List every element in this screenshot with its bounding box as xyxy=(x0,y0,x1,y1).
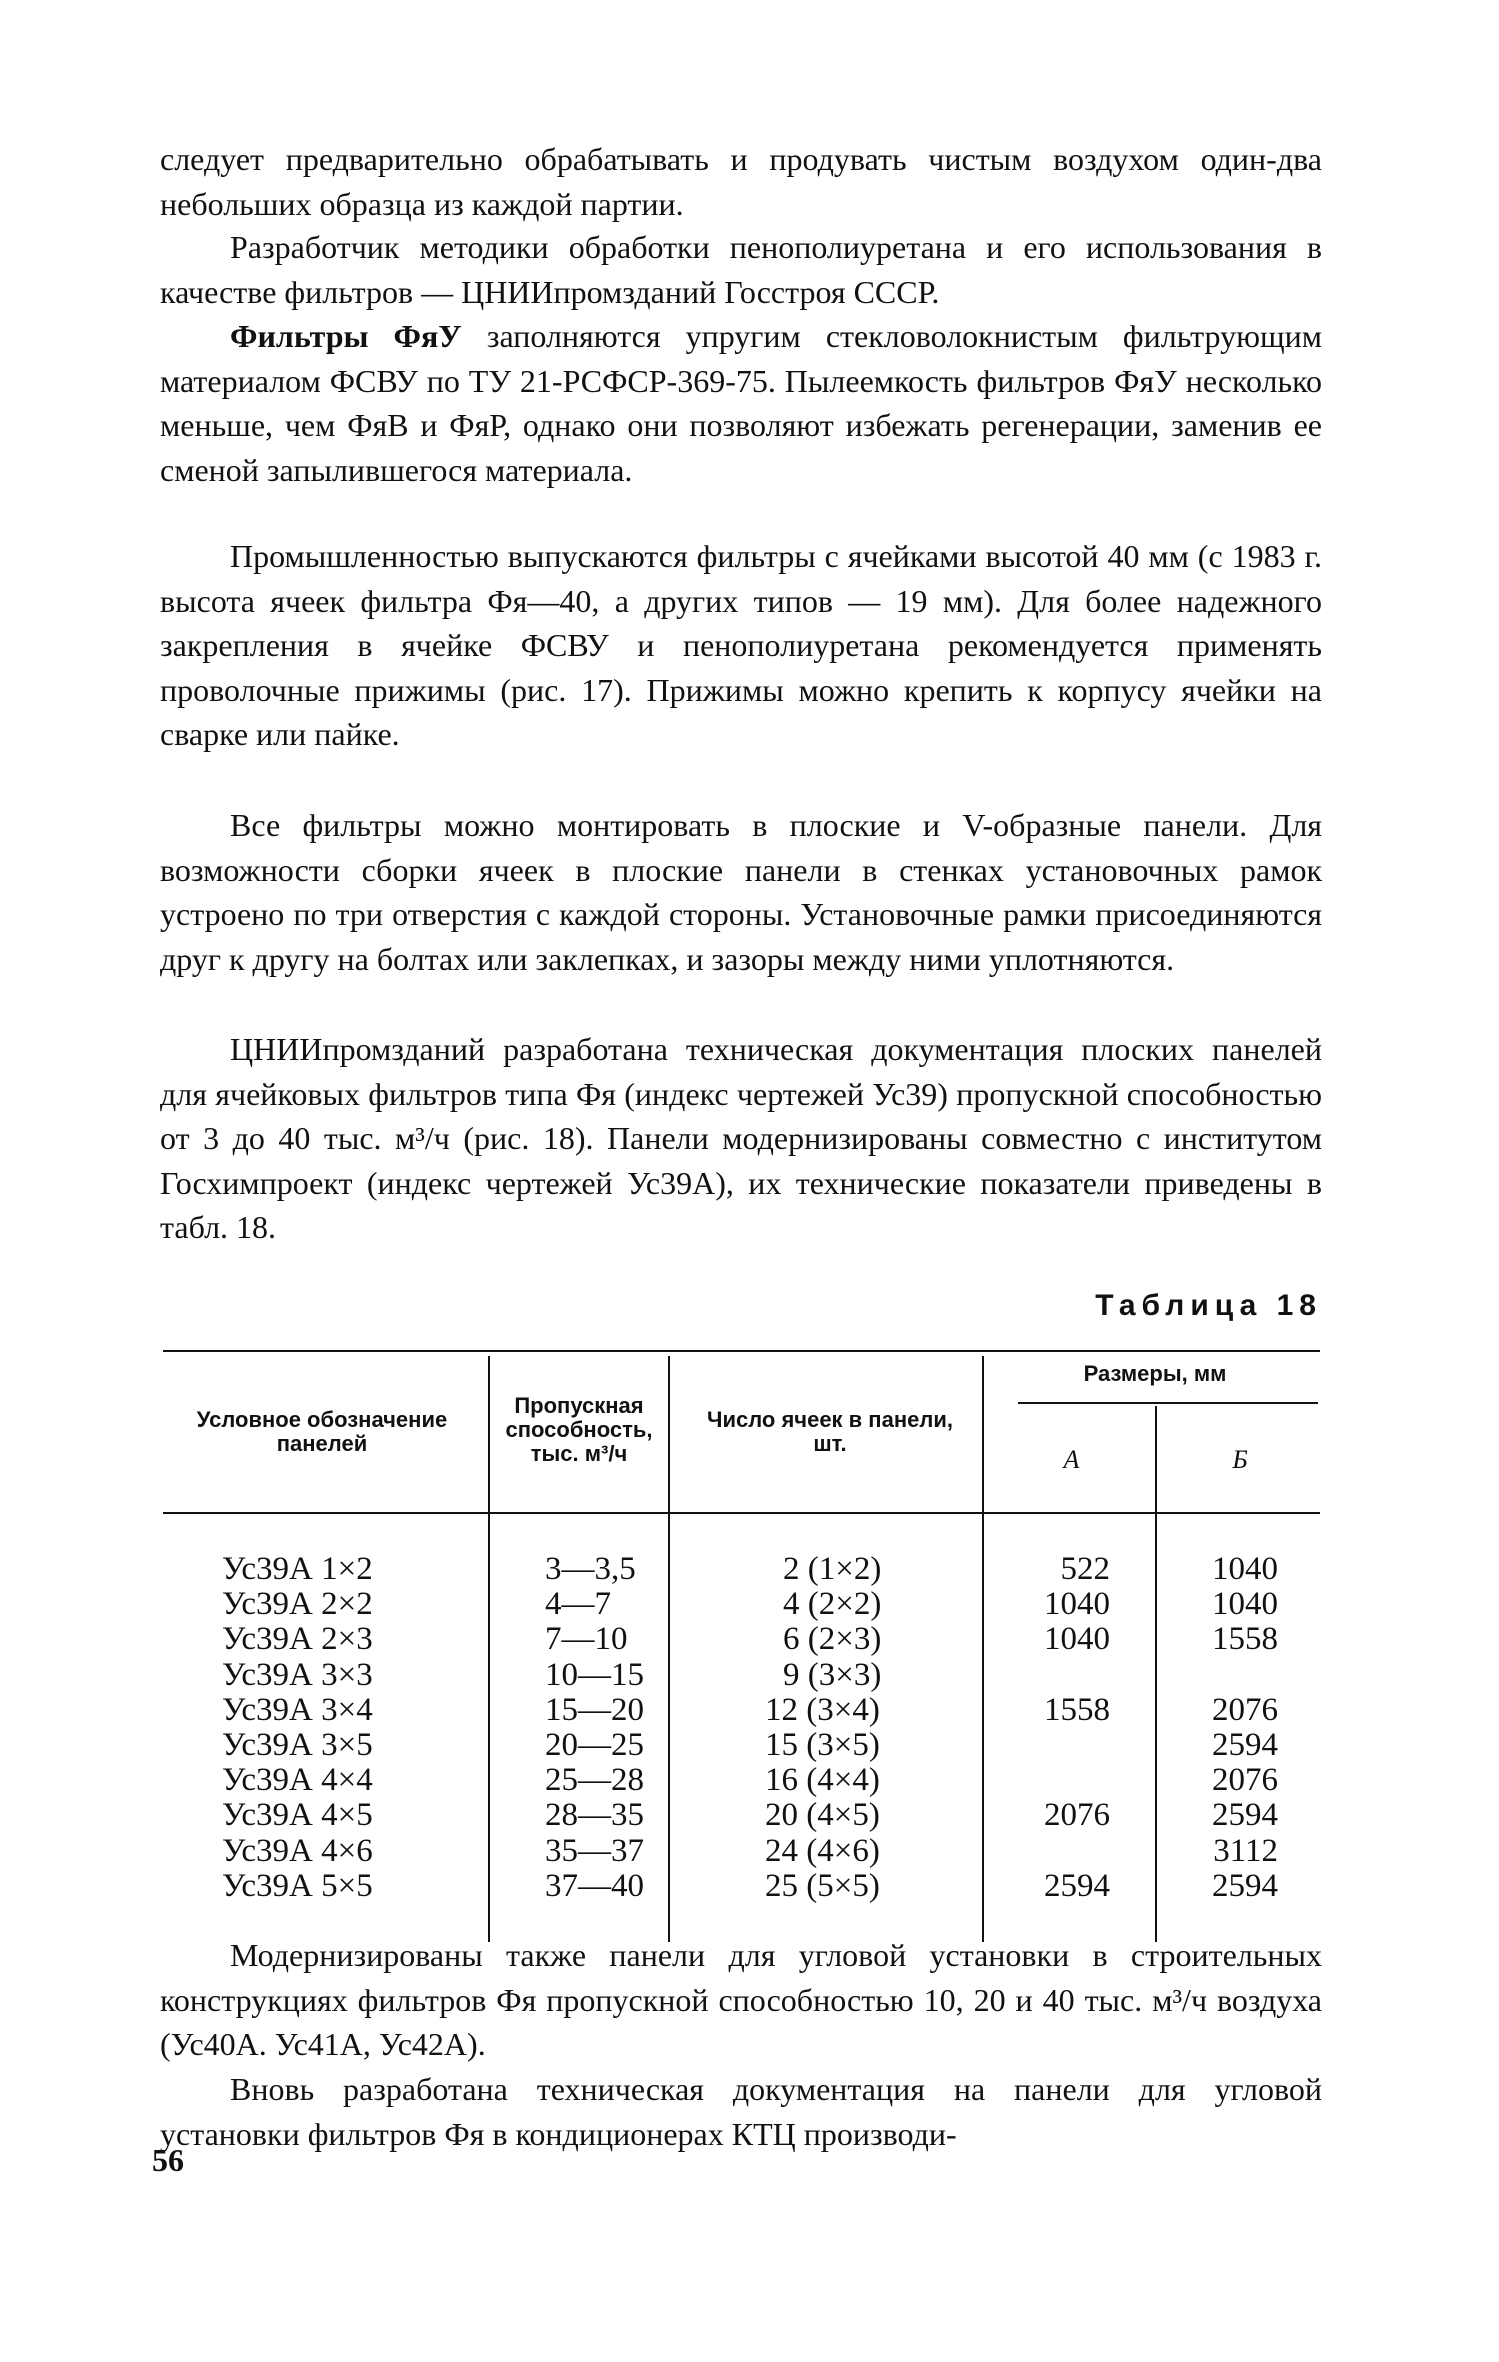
table-cell: 1040 xyxy=(1212,1551,1278,1587)
table-cell: 3112 xyxy=(1213,1832,1278,1869)
table-cell: 3—3,5 xyxy=(545,1551,636,1587)
table-cell: 4—7 xyxy=(545,1586,611,1623)
table-cell: Ус39А 4×4 xyxy=(222,1762,373,1799)
table-cell: Ус39А 2×3 xyxy=(222,1621,373,1658)
table-cell: 2594 xyxy=(1212,1797,1278,1834)
table-cell: 15 (3×5) xyxy=(765,1726,880,1763)
table-divider-2 xyxy=(668,1356,670,1942)
table-cell: 2594 xyxy=(1044,1867,1110,1904)
paragraph-fyau xyxy=(160,314,1322,492)
page-number: 56 xyxy=(152,2142,184,2178)
table-cell: 2076 xyxy=(1212,1762,1278,1799)
table-cell: 2594 xyxy=(1212,1726,1278,1763)
table-cell: 16 (4×4) xyxy=(765,1762,880,1799)
paragraph-developer: Разработчик методики обработки пенополиуретана и его использования в качестве фильтров — ЦНИИпромзданий Госстроя СССР. xyxy=(160,229,1322,310)
text-block-industry xyxy=(160,534,1322,757)
table-cell: 522 xyxy=(1060,1551,1110,1587)
table-cell xyxy=(1000,1728,1110,1763)
header-dim-a: А xyxy=(1063,1445,1080,1474)
table-cell: 2076 xyxy=(1044,1797,1110,1834)
table-cell: Ус39А 4×5 xyxy=(222,1797,373,1834)
paragraph-fyau-body: заполняются упругим стекловолокнистым фильтрующим материалом ФСВУ по ТУ 21-РСФСР-369-75. Пылеемкость фильтров ФяУ несколько меньше, чем ФяВ и ФяР, однако они позволяют избежать регенерации, заменив ее сменой запылившегося материала. xyxy=(160,318,1323,488)
table-cell: 20 (4×5) xyxy=(765,1797,880,1834)
paragraph-mounting: Все фильтры можно монтировать в плоские и V-образные панели. Для возможности сборки ячеек в плоские панели в стенках установочных рамок устроено по три отверстия с каждой стороны. Установочные рамки присоединяются друг к другу на болтах или заклепках, и зазоры между ними уплотняются. xyxy=(160,807,1322,977)
table-cell: Ус39А 3×5 xyxy=(222,1726,373,1763)
table-cell: 24 (4×6) xyxy=(765,1832,880,1869)
paragraph-continuation: следует предварительно обрабатывать и продувать чистым воздухом один-два небольших образца из каждой партии. xyxy=(160,141,1322,222)
paragraph-documentation: ЦНИИпромзданий разработана техническая документация плоских панелей для ячейковых фильтров типа Фя (индекс чертежей Ус39) пропускной способностью от 3 до 40 тыс. м³/ч (рис. 18). Панели модернизированы совместно с институтом Госхимпроект (индекс чертежей Ус39А), их технические показатели приведены в табл. 18. xyxy=(160,1031,1322,1245)
table-cell xyxy=(1000,1658,1110,1693)
header-capacity: Пропускная способность, тыс. м³/ч xyxy=(505,1393,653,1466)
text-block-top xyxy=(160,137,1322,226)
table-cell: 10—15 xyxy=(545,1656,644,1693)
column-dim-a xyxy=(1000,1552,1110,1904)
table-cell: Ус39А 3×4 xyxy=(222,1691,373,1728)
table-cell: 12 (3×4) xyxy=(765,1691,880,1728)
table-cell: 25 (5×5) xyxy=(765,1867,880,1904)
header-dimensions: Размеры, мм xyxy=(1083,1361,1227,1386)
text-block-mounting xyxy=(160,803,1322,981)
text-block-new-docs xyxy=(160,2067,1322,2156)
table-cell: 35—37 xyxy=(545,1832,644,1869)
table-cell: 1040 xyxy=(1044,1621,1110,1658)
table-cell: Ус39А 2×2 xyxy=(222,1586,373,1623)
table-cell: Ус39А 4×6 xyxy=(222,1832,373,1869)
table-cell: 4 (2×2) xyxy=(783,1586,882,1623)
text-block-developer xyxy=(160,225,1322,492)
table-divider-1 xyxy=(488,1356,490,1942)
table-cell: 25—28 xyxy=(545,1762,644,1799)
paragraph-new-docs: Вновь разработана техническая документация на панели для угловой установки фильтров Фя в кондиционерах КТЦ производи- xyxy=(160,2071,1322,2152)
column-cell-count xyxy=(765,1552,965,1904)
header-cell-count: Число ячеек в панели, шт. xyxy=(707,1407,953,1456)
dims-subheader-rule xyxy=(1018,1402,1318,1404)
table-cell: 28—35 xyxy=(545,1797,644,1834)
column-capacity xyxy=(545,1552,665,1904)
table-cell: 15—20 xyxy=(545,1691,644,1728)
column-dim-b xyxy=(1170,1552,1278,1904)
table-cell: Ус39А 3×3 xyxy=(222,1656,373,1693)
table-divider-3 xyxy=(982,1356,984,1942)
table-header-rule xyxy=(163,1512,1320,1514)
table-cell: 9 (3×3) xyxy=(783,1656,882,1693)
table-top-rule xyxy=(163,1350,1320,1352)
table-cell xyxy=(1000,1763,1110,1798)
table-divider-4 xyxy=(1155,1406,1157,1942)
table-cell: 2 (1×2) xyxy=(783,1551,882,1587)
table-cell: 2594 xyxy=(1212,1867,1278,1904)
table-cell: 37—40 xyxy=(545,1867,644,1904)
table-cell xyxy=(1000,1834,1110,1869)
table-cell: 20—25 xyxy=(545,1726,644,1763)
paragraph-corner-panels: Модернизированы также панели для угловой установки в строительных конструкциях фильтров Фя пропускной способностью 10, 20 и 40 тыс. м³/ч воздуха (Ус40А. Ус41А, Ус42А). xyxy=(160,1937,1322,2062)
table-cell: 7—10 xyxy=(545,1621,628,1658)
table-cell xyxy=(1170,1658,1278,1693)
run-in-heading: Фильтры ФяУ xyxy=(230,318,462,354)
table-cell: Ус39А 5×5 xyxy=(222,1867,373,1904)
table-cell: Ус39А 1×2 xyxy=(222,1551,373,1587)
table-cell: 1040 xyxy=(1212,1586,1278,1623)
text-block-documentation xyxy=(160,1027,1322,1250)
table-cell: 6 (2×3) xyxy=(783,1621,882,1658)
paragraph-industry: Промышленностью выпускаются фильтры с ячейками высотой 40 мм (с 1983 г. высота ячеек фильтра Фя—40, а других типов — 19 мм). Для более надежного закрепления в ячейке ФСВУ и пенополиуретана рекомендуется применять проволочные прижимы (рис. 17). Прижимы можно крепить к корпусу ячейки на сварке или пайке. xyxy=(160,538,1322,752)
header-panel-designation: Условное обозначение панелей xyxy=(196,1407,448,1456)
table-cell: 2076 xyxy=(1212,1691,1278,1728)
table-cell: 1040 xyxy=(1044,1586,1110,1623)
table-caption: Таблица 18 xyxy=(1095,1289,1322,1322)
table-cell: 1558 xyxy=(1044,1691,1110,1728)
text-block-corner-panels xyxy=(160,1933,1322,2067)
table-cell: 1558 xyxy=(1212,1621,1278,1658)
header-dim-b: Б xyxy=(1232,1445,1248,1474)
column-designation xyxy=(222,1552,482,1904)
